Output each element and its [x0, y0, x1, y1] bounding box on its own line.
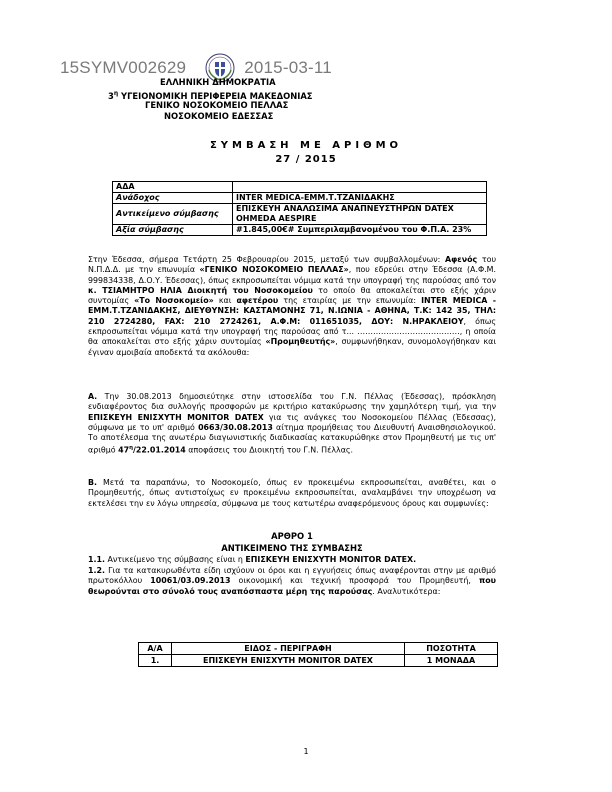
contract-info-table [112, 181, 487, 236]
paragraph-a: Α. Την 30.08.2013 δημοσιεύτηκε στην ιστοσελίδα του Γ.Ν. Πέλλας (Έδεσσας), πρόσκληση ενδιαφέροντος δια συλλογής προσφορών με κριτήριο κατακύρωσης την χαμηλότερη τιμή, για την ΕΠΙΣΚΕΥΗ ΕΝΙΣΧΥΤΗ MONITOR DATEX για τις ανάγκες του Νοσοκομείου Πέλλας (Έδεσσας), σύμφωνα με το υπ' αριθμό 0663/30.08.2013 αίτημα προμήθειας του Διευθυντή Αναισθησιολογικού. Το αποτέλεσμα της ανωτέρω διαγωνιστικής διαδικασίας κατακυρώθηκε στον Προμηθευτή με τις υπ' αριθμό $47^\eta/22.01.2014$ αποφάσεις του Διοικητή του Γ.Ν. Πέλλας. [88, 392, 496, 456]
contract-number: 27 / 2015 [275, 154, 337, 165]
contract-title: ΣΥΜΒΑΣΗ ΜΕ ΑΡΙΘΜΟ [209, 140, 403, 151]
info-key: ΑΔΑ [113, 182, 233, 193]
stamp-code: 15SYMV002629 [60, 58, 187, 77]
column-header: ΕΙΔΟΣ - ΠΕΡΙΓΡΑΦΗ [172, 643, 405, 655]
clause-1-1: 1.1. Αντικείμενο της σύμβασης είναι η ΕΠΙΣΚΕΥΗ ΕΝΙΣΧΥΤΗ MONITOR DATEX. [88, 555, 417, 564]
item-quantity: 1 ΜΟΝΑΔΑ [405, 655, 498, 667]
info-key: Αξία σύμβασης [113, 225, 233, 236]
table-row [139, 655, 498, 667]
header-line-2: $3^\eta$ ΥΓΕΙΟΝΟΜΙΚΗ ΠΕΡΙΦΕΡΕΙΑ ΜΑΚΕΔΟΝΙΑΣ [108, 90, 313, 101]
info-value: INTER MEDICA-ΕΜΜ.Τ.ΤΖΑΝΙΔΑΚΗΣ [233, 193, 487, 204]
items-table [138, 642, 498, 667]
item-description: ΕΠΙΣΚΕΥΗ ΕΝΙΣΧΥΤΗ MONITOR DATEX [172, 655, 405, 667]
table-row [113, 204, 487, 225]
clause-1-2: 1.2. Για τα κατακυρωθέντα είδη ισχύουν οι όροι και η εγγυήσεις όπως αναφέρονται στην με αριθμό πρωτοκόλλου 10061/03.09.2013 οικονομική και τεχνική προσφορά του Προμηθευτή, που θεωρούνται στο σύνολό τους αναπόσπαστα μέρη της παρούσας. Αναλυτικότερα: [88, 566, 496, 596]
info-key: Αντικείμενο σύμβασης [113, 204, 233, 225]
document-stamp [60, 58, 332, 78]
column-header: ΠΟΣΟΤΗΤΑ [405, 643, 498, 655]
table-row [113, 193, 487, 204]
table-row [113, 182, 487, 193]
paragraph-b: Β. Μετά τα παραπάνω, το Νοσοκομείο, όπως εν προκειμένω εκπροσωπείται, αναθέτει, και ο Προμηθευτής, όπως αντιστοίχως εν προκειμένω εκπροσωπείται, αναλαμβάνει την υποχρέωση να εκτελέσει την εν λόγω υπηρεσία, σύμφωνα με τους κατωτέρω αναφερόμενους όρους και συμφωνίες: [88, 478, 496, 508]
table-header-row [139, 643, 498, 655]
stamp-date: 2015-03-11 [244, 58, 332, 77]
info-key: Ανάδοχος [113, 193, 233, 204]
page-number: 1 [303, 747, 309, 756]
header-line-4: ΝΟΣΟΚΟΜΕΙΟ ΕΔΕΣΣΑΣ [164, 111, 274, 121]
header-line-1: ΕΛΛΗΝΙΚΗ ΔΗΜΟΚΡΑΤΙΑ [160, 77, 276, 87]
parties-paragraph: Στην Έδεσσα, σήμερα Τετάρτη 25 Φεβρουαρίου 2015, μεταξύ των συμβαλλομένων: Αφενός του Ν.Π.Δ.Δ. με την επωνυμία «ΓΕΝΙΚΟ ΝΟΣΟΚΟΜΕΙΟ ΠΕΛΛΑΣ», που εδρεύει στην Έδεσσα (Α.Φ.Μ. 999834338, Δ.Ο.Υ. Έδεσσας), όπως εκπροσωπείται νόμιμα κατά την υπογραφή της παρούσας από τον κ. ΤΣΙΑΜΗΤΡΟ ΗΛΙΑ Διοικητή του Νοσοκομείου το οποίο θα αποκαλείται στο εξής χάριν συντομίας «Το Νοσοκομείο» και αφετέρου της εταιρίας με την επωνυμία: INTER MEDICA - ΕΜΜ.Τ.ΤΖΑΝΙΔΑΚΗΣ, ΔΙΕΥΘΥΝΣΗ: ΚΑΣΤΑΜΟΝΗΣ 71, Ν.ΙΩΝΙΑ - ΑΘΗΝΑ, Τ.Κ: 142 35, ΤΗΛ: 210 2724280, FAX: 210 2724261, Α.Φ.Μ: 011651035, ΔΟΥ: Ν.ΗΡΑΚΛΕΙΟΥ, όπως εκπροσωπείται νόμιμα κατά την υπογραφή της παρούσας από τ... …………………………………, η οποία θα αποκαλείται στο εξής χάριν συντομίας «Προμηθευτής», συμφωνήθηκαν, συνομολογήθηκαν και έγιναν αμοιβαία αποδεκτά τα ακόλουθα: [88, 255, 497, 357]
info-value: #1.845,00€# Συμπεριλαμβανομένου του Φ.Π.Α. 23% [233, 225, 487, 236]
table-row [113, 225, 487, 236]
info-value [233, 182, 487, 193]
column-header: Α/Α [139, 643, 172, 655]
info-value: ΕΠΙΣΚΕΥΗ ΑΝΑΛΩΣΙΜΑ ΑΝΑΠΝΕΥΣΤΗΡΩΝ DATEX OHMEDA AESPIRE [233, 204, 487, 225]
item-number: 1. [139, 655, 172, 667]
header-line-3: ΓΕΝΙΚΟ ΝΟΣΟΚΟΜΕΙΟ ΠΕΛΛΑΣ [145, 100, 289, 110]
article-heading: ΑΡΘΡΟ 1 [271, 531, 313, 541]
article-subheading: ΑΝΤΙΚΕΙΜΕΝΟ ΤΗΣ ΣΥΜΒΑΣΗΣ [221, 543, 363, 553]
